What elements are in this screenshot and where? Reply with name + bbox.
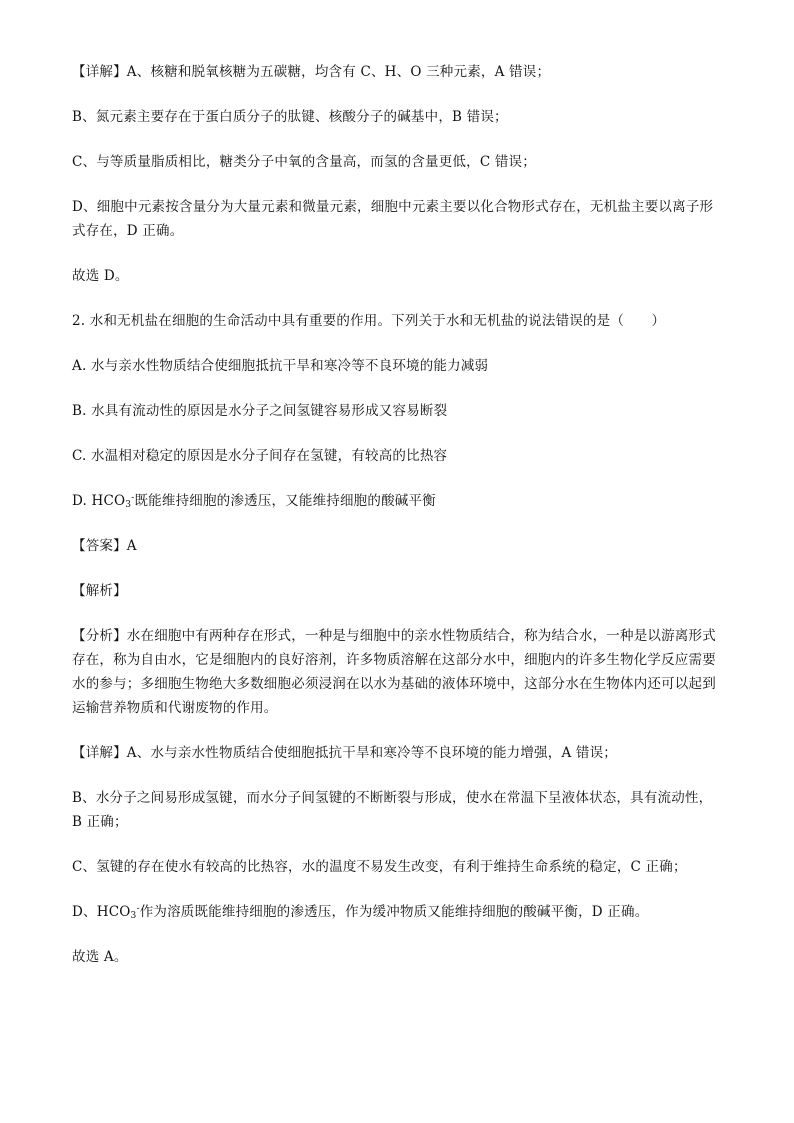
option-c: C. 水温相对稳定的原因是水分子间存在氢键，有较高的比热容	[72, 448, 448, 464]
option-a: A. 水与亲水性物质结合使细胞抵抗干旱和寒冷等不良环境的能力减弱	[72, 358, 489, 374]
detail-d-prefix: D、HCO	[72, 904, 131, 920]
detail-b: B、水分子之间易形成氢键，而水分子间氢键的不断断裂与形成，使水在常温下呈液体状态，具有流动性，B 正确；	[72, 790, 713, 830]
document-page	[72, 60, 722, 990]
option-d-suffix: 既能维持细胞的渗透压，又能维持细胞的酸碱平衡	[134, 493, 436, 509]
analysis-text: 【分析】水在细胞中有两种存在形式，一种是与细胞中的亲水性物质结合，称为结合水，一种是以游离形式存在，称为自由水，它是细胞内的良好溶剂，许多物质溶解在这部分水中，细胞内的许多生物化学反应需要水的参与；多细胞生物绝大多数细胞必须浸润在以水为基础的液体环境中，这部分水在生物体内还可以起到运输营养物质和代谢废物的作用。	[72, 628, 716, 716]
option-d	[72, 489, 722, 513]
option-b: B. 水具有流动性的原因是水分子之间氢键容易形成又容易断裂	[72, 403, 448, 419]
detail-d-suffix: 作为溶质既能维持细胞的渗透压，作为缓冲物质又能维持细胞的酸碱平衡，D 正确。	[139, 904, 649, 920]
detail-a: 【详解】A、水与亲水性物质结合使细胞抵抗干旱和寒冷等不良环境的能力增强，A 错误；	[72, 745, 617, 761]
detail-d-prev: D、细胞中元素按含量分为大量元素和微量元素，细胞中元素主要以化合物形式存在，无机盐主要以离子形式存在，D 正确。	[72, 199, 714, 239]
answer: 【答案】A	[72, 538, 137, 554]
analysis-heading: 【解析】	[72, 583, 127, 599]
option-d-prefix: D. HCO	[72, 493, 126, 509]
conclusion: 故选 A。	[72, 949, 128, 965]
detail-d	[72, 900, 722, 924]
option-d-superscript: -	[131, 493, 135, 503]
conclusion-prev: 故选 D。	[72, 268, 129, 284]
detail-d-subscript: 3	[130, 911, 137, 921]
detail-d-superscript: -	[136, 904, 140, 914]
detail-c-prev: C、与等质量脂质相比，糖类分子中氧的含量高，而氢的含量更低，C 错误；	[72, 154, 536, 170]
option-d-subscript: 3	[125, 500, 132, 510]
detail-c: C、氢键的存在使水有较高的比热容，水的温度不易发生改变，有利于维持生命系统的稳定，C 正确；	[72, 859, 687, 875]
question-stem: 2. 水和无机盐在细胞的生命活动中具有重要的作用。下列关于水和无机盐的说法错误的是（ ）	[72, 313, 666, 329]
detail-b-prev: B、氮元素主要存在于蛋白质分子的肽键、核酸分子的碱基中，B 错误；	[72, 109, 508, 125]
detail-a-prev: 【详解】A、核糖和脱氧核糖为五碳糖，均含有 C、H、O 三种元素，A 错误；	[72, 64, 551, 80]
